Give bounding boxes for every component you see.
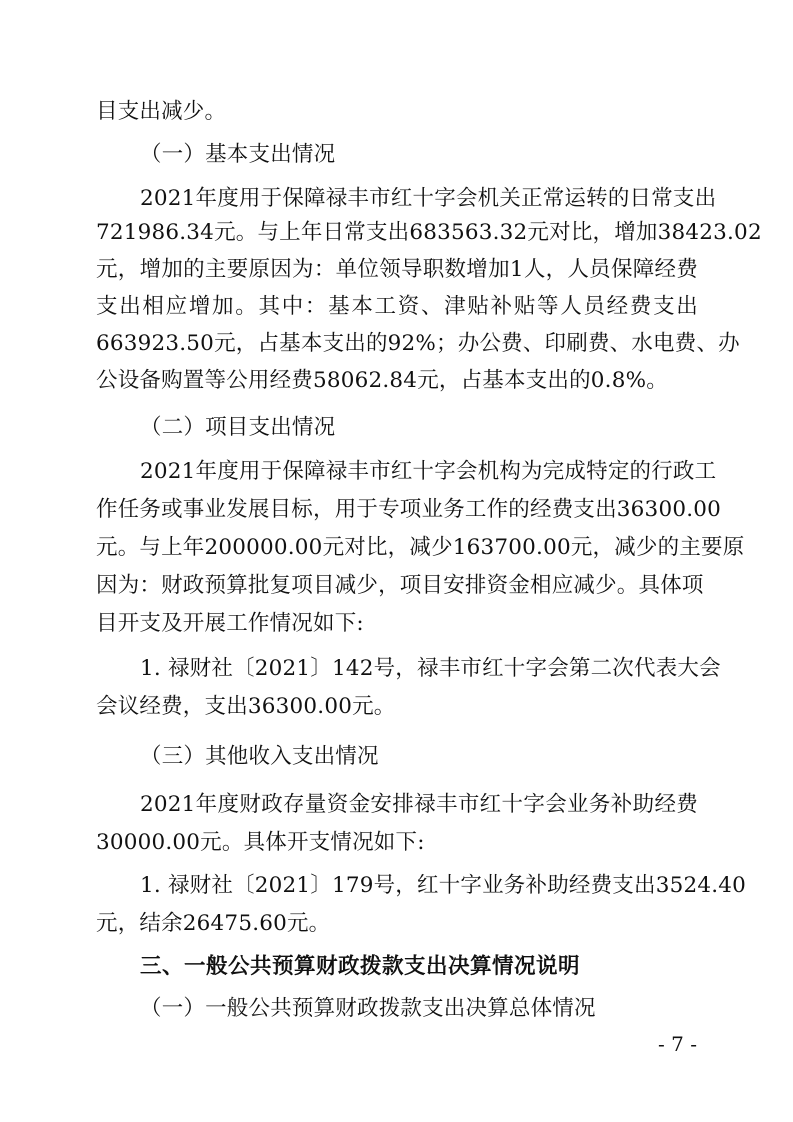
page-number: - 7 - bbox=[658, 1032, 697, 1056]
paragraph-line: 因为：财政预算批复项目减少，项目安排资金相应减少。具体项 bbox=[96, 573, 704, 598]
list-item-line: 1. 禄财社〔2021〕142号，禄丰市红十字会第二次代表大会 bbox=[140, 656, 721, 681]
list-item-line: 1. 禄财社〔2021〕179号，红十字业务补助经费支出3524.40 bbox=[140, 873, 747, 898]
paragraph-line: 元。与上年200000.00元对比，减少163700.00元，减少的主要原 bbox=[96, 535, 745, 560]
paragraph-line: 目支出减少。 bbox=[96, 99, 227, 124]
paragraph-line: 2021年度财政存量资金安排禄丰市红十字会业务补助经费 bbox=[140, 792, 698, 817]
paragraph-line: 2021年度用于保障禄丰市红十字会机构为完成特定的行政工 bbox=[140, 459, 717, 484]
paragraph-line: 支出相应增加。其中：基本工资、津贴补贴等人员经费支出 bbox=[96, 294, 698, 319]
section-heading: （一）一般公共预算财政拨款支出决算总体情况 bbox=[140, 996, 596, 1021]
paragraph-line: 663923.50元，占基本支出的92%；办公费、印刷费、水电费、办 bbox=[96, 331, 740, 356]
paragraph-line: 2021年度用于保障禄丰市红十字会机关正常运转的日常支出 bbox=[140, 186, 717, 211]
section-heading: （一）基本支出情况 bbox=[140, 142, 336, 167]
list-item-line: 会议经费，支出36300.00元。 bbox=[96, 694, 396, 719]
paragraph-line: 721986.34元。与上年日常支出683563.32元对比，增加38423.02 bbox=[96, 220, 762, 245]
list-item-line: 元，结余26475.60元。 bbox=[96, 911, 331, 936]
paragraph-line: 作任务或事业发展目标，用于专项业务工作的经费支出36300.00 bbox=[96, 497, 721, 522]
paragraph-line: 元，增加的主要原因为：单位领导职数增加1人，人员保障经费 bbox=[96, 257, 698, 282]
paragraph-line: 目开支及开展工作情况如下: bbox=[96, 611, 364, 636]
chapter-heading: 三、一般公共预算财政拨款支出决算情况说明 bbox=[140, 954, 581, 979]
section-heading: （二）项目支出情况 bbox=[140, 415, 336, 440]
paragraph-line: 公设备购置等公用经费58062.84元，占基本支出的0.8%。 bbox=[96, 368, 668, 393]
section-heading: （三）其他收入支出情况 bbox=[140, 744, 379, 769]
paragraph-line: 30000.00元。具体开支情况如下: bbox=[96, 830, 425, 855]
